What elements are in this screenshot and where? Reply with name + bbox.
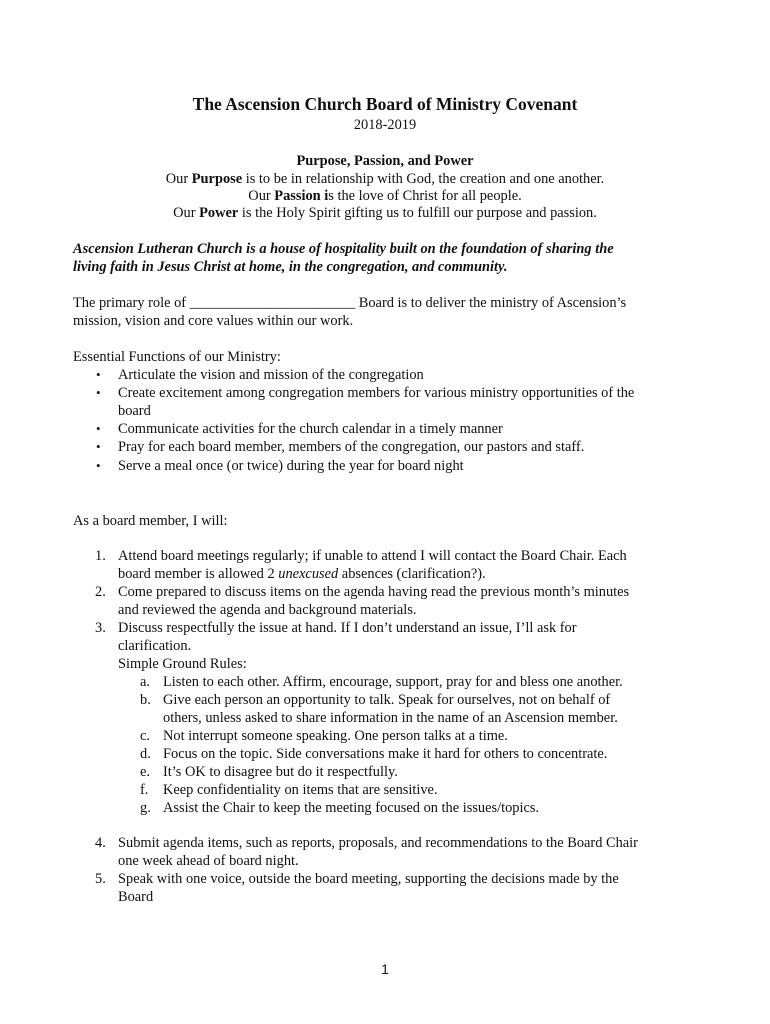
function-item: Pray for each board member, members of the congregation, our pastors and staff. <box>118 439 585 455</box>
purpose-heading: Purpose, Passion, and Power <box>296 153 474 169</box>
member-heading: As a board member, I will: <box>73 513 228 529</box>
ground-rules-heading: Simple Ground Rules: <box>118 656 247 672</box>
list-number: 2. <box>95 584 106 600</box>
list-number: 1. <box>95 548 106 564</box>
commitment-item: Discuss respectfully the issue at hand. If I don’t understand an issue, I’ll ask for <box>118 620 577 636</box>
bullet-icon: • <box>96 385 101 400</box>
document-title: The Ascension Church Board of Ministry Covenant <box>192 94 578 114</box>
mission-statement-line-2: living faith in Jesus Christ at home, in the congregation, and community. <box>73 259 508 275</box>
commitment-item: Speak with one voice, outside the board meeting, supporting the decisions made by the <box>118 871 619 887</box>
rule-letter: f. <box>140 782 149 798</box>
rule-letter: e. <box>140 764 150 780</box>
function-item: Create excitement among congregation members for various ministry opportunities of the <box>118 385 635 401</box>
bullet-icon: • <box>96 458 101 473</box>
document-year: 2018-2019 <box>353 117 417 133</box>
power-line: Our Power is the Holy Spirit gifting us to fulfill our purpose and passion. <box>173 205 597 221</box>
function-item: Communicate activities for the church calendar in a timely manner <box>118 421 503 437</box>
ground-rule: Give each person an opportunity to talk. Speak for ourselves, not on behalf of <box>163 692 611 708</box>
ground-rule-continued: others, unless asked to share information in the name of an Ascension member. <box>163 710 618 726</box>
commitment-item: Submit agenda items, such as reports, proposals, and recommendations to the Board Chair <box>118 835 638 851</box>
function-item-continued: board <box>118 403 151 419</box>
commitment-item-continued: one week ahead of board night. <box>118 853 299 869</box>
functions-heading: Essential Functions of our Ministry: <box>73 349 281 365</box>
commitment-item-continued: and reviewed the agenda and background materials. <box>118 602 417 618</box>
ground-rule: Keep confidentiality on items that are sensitive. <box>163 782 438 798</box>
list-number: 4. <box>95 835 106 851</box>
commitment-item: Come prepared to discuss items on the agenda having read the previous month’s minutes <box>118 584 630 600</box>
primary-role-line-2: mission, vision and core values within our work. <box>73 313 354 329</box>
bullet-icon: • <box>96 421 101 436</box>
primary-role-line-1: The primary role of _______________________ Board is to deliver the ministry of Ascension’s <box>73 295 627 311</box>
purpose-line: Our Purpose is to be in relationship with God, the creation and one another. <box>165 171 605 187</box>
commitment-item-continued: Board <box>118 889 154 905</box>
rule-letter: b. <box>140 692 151 708</box>
rule-letter: d. <box>140 746 151 762</box>
commitment-item: Attend board meetings regularly; if unable to attend I will contact the Board Chair. Each <box>118 548 627 564</box>
rule-letter: a. <box>140 674 150 690</box>
ground-rule: Listen to each other. Affirm, encourage, support, pray for and bless one another. <box>163 674 623 690</box>
commitment-item-continued: board member is allowed 2 unexcused absences (clarification?). <box>118 566 486 582</box>
bullet-icon: • <box>96 367 101 382</box>
rule-letter: g. <box>140 800 151 816</box>
ground-rule: It’s OK to disagree but do it respectfully. <box>163 764 398 780</box>
bullet-icon: • <box>96 439 101 454</box>
function-item: Serve a meal once (or twice) during the year for board night <box>118 458 464 474</box>
list-number: 5. <box>95 871 106 887</box>
ground-rule: Assist the Chair to keep the meeting focused on the issues/topics. <box>163 800 540 816</box>
page-number: 1 <box>381 961 389 977</box>
rule-letter: c. <box>140 728 150 744</box>
mission-statement-line-1: Ascension Lutheran Church is a house of hospitality built on the foundation of sharing the <box>73 241 614 257</box>
commitment-item-continued: clarification. <box>118 638 192 654</box>
passion-line: Our Passion is the love of Christ for all people. <box>248 188 522 204</box>
function-item: Articulate the vision and mission of the congregation <box>118 367 424 383</box>
ground-rule: Not interrupt someone speaking. One person talks at a time. <box>163 728 508 744</box>
ground-rule: Focus on the topic. Side conversations make it hard for others to concentrate. <box>163 746 608 762</box>
list-number: 3. <box>95 620 106 636</box>
